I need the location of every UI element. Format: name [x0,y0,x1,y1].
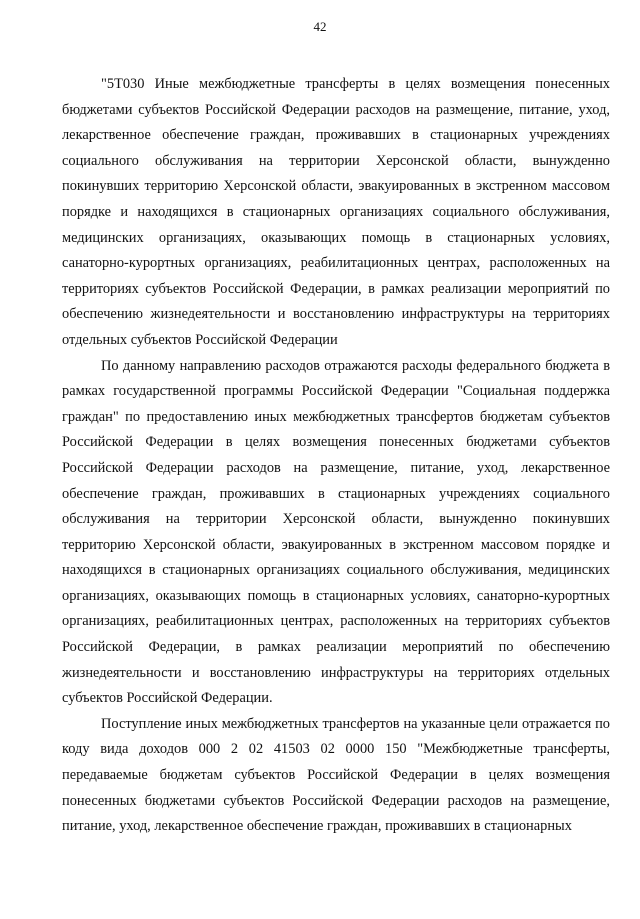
page-number: 42 [313,19,327,34]
paragraph-revenue-code: Поступление иных межбюджетных трансфертов на указанные цели отражается по коду вида доходов 000 2 02 41503 02 0000 150 "Межбюджетные трансферты, передаваемые бюджетам субъектов Российской Федерации в целях возмещения понесенных бюджетами субъектов Российской Федерации расходов на размещение, питание, уход, лекарственное обеспечение граждан, проживавших в стационарных [62,715,610,835]
document-body [62,72,610,840]
paragraph-expense-direction: По данному направлению расходов отражаются расходы федерального бюджета в рамках государственной программы Российской Федерации "Социальная поддержка граждан" по предоставлению иных межбюджетных трансфертов бюджетам субъектов Российской Федерации в целях возмещения понесенных бюджетами субъектов Российской Федерации расходов на размещение, питание, уход, лекарственное обеспечение граждан, проживавших в стационарных учреждениях социального обслуживания на территории Херсонской области, вынужденно покинувших территорию Херсонской области, эвакуированных в экстренном массовом порядке и находящихся в стационарных организациях социального обслуживания, медицинских организациях, оказывающих помощь в стационарных условиях, санаторно-курортных организациях, реабилитационных центрах, расположенных на территориях субъектов Российской Федерации, в рамках реализации мероприятий по обеспечению жизнедеятельности и восстановлению инфраструктуры на территориях отдельных субъектов Российской Федерации. [62,357,610,707]
paragraph-code-5t030: "5Т030 Иные межбюджетные трансферты в целях возмещения понесенных бюджетами субъектов Российской Федерации расходов на размещение, питание, уход, лекарственное обеспечение граждан, проживавших в стационарных учреждениях социального обслуживания на территории Херсонской области, вынужденно покинувших территорию Херсонской области, эвакуированных в экстренном массовом порядке и находящихся в стационарных организациях социального обслуживания, медицинских организациях, оказывающих помощь в стационарных условиях, санаторно-курортных организациях, реабилитационных центрах, расположенных на территориях субъектов Российской Федерации, в рамках реализации мероприятий по обеспечению жизнедеятельности и восстановлению инфраструктуры на территориях отдельных субъектов Российской Федерации [62,76,610,348]
